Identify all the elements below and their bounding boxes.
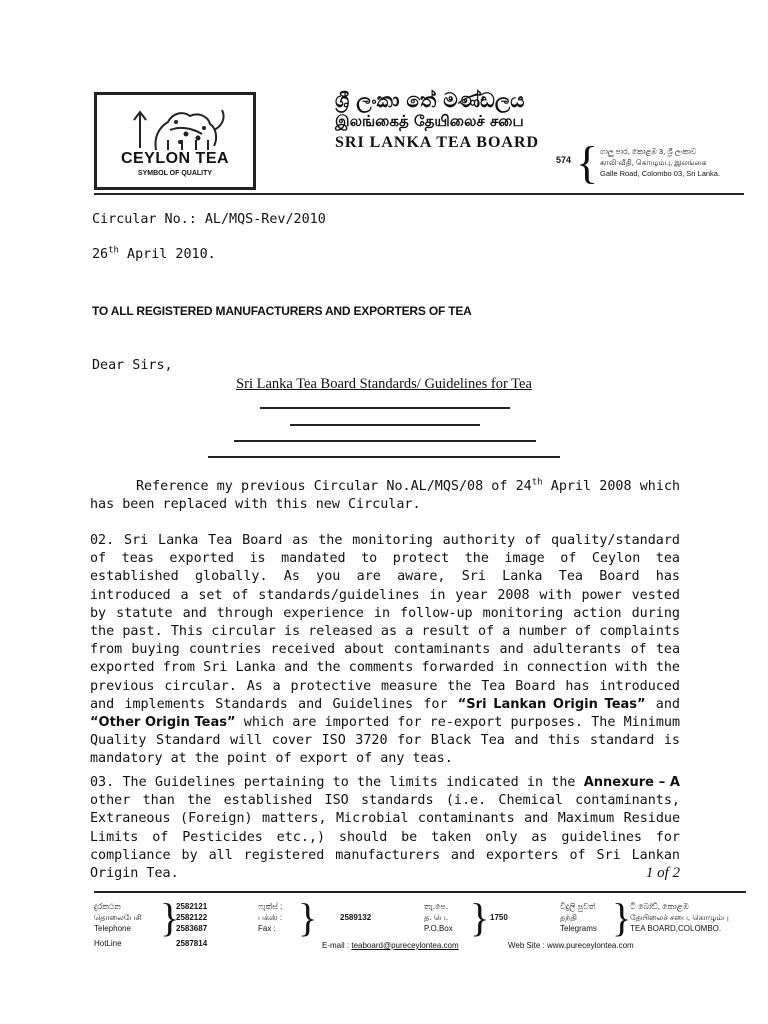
website-link[interactable]: www.pureceylontea.com <box>547 941 634 950</box>
footer-divider <box>94 891 746 893</box>
address-line-english: Galle Road, Colombo 03, Sri Lanka. <box>600 169 721 178</box>
address-line-sinhala: ගාලු පාර, කොළඹ 3, ශ්‍රී ලංකාව <box>600 147 697 156</box>
pobox-label-sinhala: තැ.පෙ. <box>424 902 449 911</box>
logo-tagline: SYMBOL OF QUALITY <box>137 170 213 177</box>
org-name-english: SRI LANKA TEA BOARD <box>335 134 540 151</box>
telegram-line-tamil: தேயிலைச் சபை, கொழும்பு <box>630 913 729 922</box>
sri-lankan-origin-teas: “Sri Lankan Origin Teas” <box>457 696 646 712</box>
telegram-label-tamil: தந்தி <box>560 913 577 922</box>
telegram-line-sinhala: ටී බෝඩ්, කොළඹ <box>630 902 689 911</box>
hotline-label: HotLine <box>94 939 122 948</box>
pobox-brace: } <box>470 895 490 940</box>
paragraph-02: 02. Sri Lanka Tea Board as the monitoring authority of quality/standard of teas exported is mandated to protect the image of Ceylon tea established globally. As you are aware, Sri Lanka Tea Board has introduced a set of standards/guidelines in year 2008 with power vested by statute and through experience in follow-up monitoring action during the past. This circular is released as a result of a number of complaints from buying countries received about contaminants and adulterants of tea exported from Sri Lanka and the comments forwarded in connection with the previous circular. As a protective measure the Tea Board has introduced and implements Standards and Guidelines for “Sri Lankan Origin Teas” and “Other Origin Teas” which are imported for re-export purposes. The Minimum Quality Standard will cover ISO 3720 for Black Tea and this standard is mandatory at the point of export of any teas. <box>90 533 681 767</box>
subject-rule-3 <box>234 440 536 442</box>
addressee: TO ALL REGISTERED MANUFACTURERS AND EXPORTERS OF TEA <box>92 304 472 318</box>
phone-number-3: 2583687 <box>176 924 208 933</box>
address-brace: { <box>576 137 599 188</box>
telegram-line-english: TEA BOARD,COLOMBO. <box>630 924 722 933</box>
fax-label-tamil: பக்ஸ் : <box>258 913 283 922</box>
phone-label-english: Telephone <box>94 924 131 933</box>
circular-number: Circular No.: AL/MQS-Rev/2010 <box>92 212 326 227</box>
website-row: Web Site : www.pureceylontea.com <box>508 941 634 950</box>
phone-label-sinhala: දුරකථන <box>94 902 121 911</box>
subject-rule-4 <box>208 456 560 458</box>
address-number: 574 <box>556 155 572 165</box>
fax-label-english: Fax : <box>258 924 276 933</box>
paragraph-03: 03. The Guidelines pertaining to the limits indicated in the Annexure – A other than the established ISO standards (i.e. Chemical contaminants, Extraneous (Foreign) matters, Microbial contaminants and Maximum Residue Limits of Pesticides etc.,) should be taken only as guidelines for compliance by all registered manufacturers and exporters of Sri Lankan Origin Tea. <box>90 775 680 882</box>
subject-rule-1 <box>260 407 510 409</box>
salutation: Dear Sirs, <box>92 358 173 373</box>
fax-brace: } <box>298 895 318 940</box>
address-line-tamil: காலி வீதி, கொழும்பு, இலங்கை <box>600 158 707 167</box>
page-number: 1 of 2 <box>645 865 680 881</box>
telegram-label-sinhala: විදුලි පුවත් <box>560 902 596 911</box>
org-name-sinhala: ශ්‍රී ලංකා තේ මණ්ඩලය <box>335 88 525 112</box>
circular-date: 26th April 2010. <box>92 245 216 262</box>
phone-label-tamil: தொலைபேசி <box>94 913 142 922</box>
logo-name: CEYLON TEA <box>120 150 230 167</box>
subject-title: Sri Lanka Tea Board Standards/ Guidelines for Tea <box>236 376 532 392</box>
email-row: E-mail : teaboard@pureceylontea.com <box>322 941 459 950</box>
phone-brace: } <box>160 895 180 940</box>
fax-label-sinhala: ෆැක්ස් : <box>258 902 283 911</box>
paragraph-reference: Reference my previous Circular No.AL/MQS/08 of 24th April 2008 which has been replaced with this new Circular. <box>90 477 680 513</box>
annexure-a: Annexure – A <box>583 775 680 790</box>
org-name-tamil: இலங்கைத் தேயிலைச் சபை <box>335 112 524 130</box>
telegram-brace: } <box>612 895 632 940</box>
letterhead-divider <box>94 193 744 195</box>
other-origin-teas: “Other Origin Teas” <box>90 715 236 731</box>
subject-rule-2 <box>290 424 480 426</box>
phone-number-1: 2582121 <box>176 902 208 911</box>
fax-number: 2589132 <box>340 913 372 922</box>
pobox-number: 1750 <box>490 913 508 922</box>
phone-number-2: 2582122 <box>176 913 208 922</box>
telegram-label-english: Telegrams <box>560 924 597 933</box>
pobox-label-english: P.O.Box <box>424 924 453 933</box>
email-link[interactable]: teaboard@pureceylontea.com <box>351 941 459 950</box>
pobox-label-tamil: த. பெ. <box>424 913 449 922</box>
hotline-number: 2587814 <box>176 939 208 948</box>
